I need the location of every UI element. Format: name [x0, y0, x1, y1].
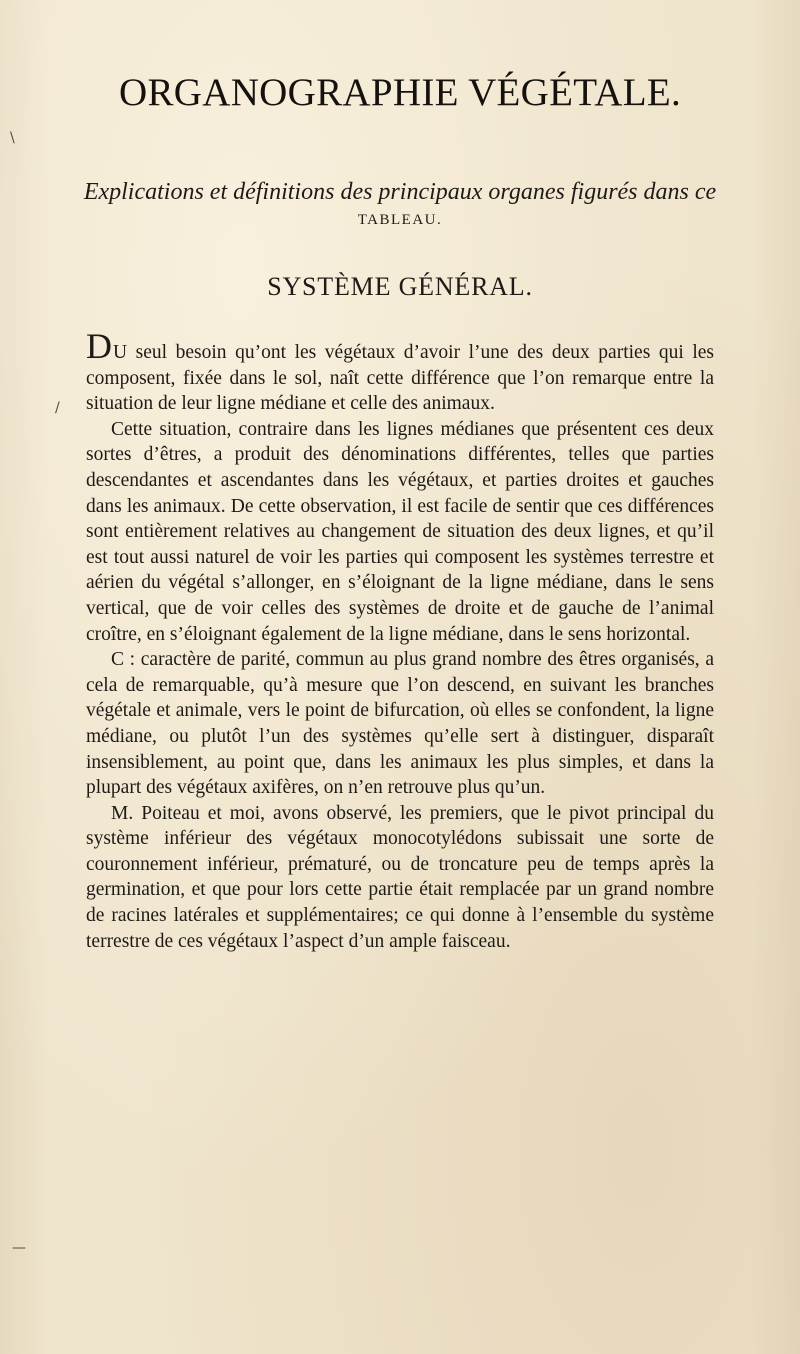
subtitle — [80, 180, 720, 233]
subtitle-text: Explications et définitions des principaux organes figurés dans ce — [83, 179, 717, 205]
margin-mark: / — [55, 400, 60, 416]
paragraph: Cette situation, contraire dans les lignes médianes que présentent ces deux sortes d’êtres, a produit des dénominations différentes, telles que parties descendantes et ascendantes dans les végétaux, et parties droites et gauches dans les animaux. De cette observation, il est facile de sentir que ces différences sont entièrement relatives au changement de situation des deux lignes, et qu’il est tout aussi naturel de voir les parties qui composent les systèmes terrestre et aérien du végétal s’allonger, en s’éloignant de la ligne médiane, dans le sens vertical, que de voir celles des systèmes de droite et de gauche de l’animal croître, en s’éloignant également de la ligne médiane, dans le sens horizontal. — [86, 418, 714, 645]
drop-cap: D — [86, 326, 112, 366]
margin-mark: \ — [10, 130, 15, 146]
paragraph-text: U seul besoin qu’ont les végétaux d’avoir l’une des deux parties qui les composent, fixée dans le sol, naît cette différence que l’on remarque entre la situation de leur ligne médiane et celle des animaux. — [86, 342, 714, 415]
paragraph: M. Poiteau et moi, avons observé, les premiers, que le pivot principal du système inférieur des végétaux monocotylédons subissait une sorte de couronnement inférieur, prématuré, ou de troncature peu de temps après la germination, et que pour lors cette partie était remplacée par un grand nombre de racines latérales et supplémentaires; ce qui donne à l’ensemble du système terrestre de ces végétaux l’aspect d’un ample faisceau. — [86, 802, 714, 952]
paragraph: C : caractère de parité, commun au plus grand nombre des êtres organisés, a cela de remarquable, qu’à mesure que l’on descend, en suivant les branches végétale et animale, vers le point de bifurcation, où elles se confondent, la ligne médiane, ou plutôt l’un des systèmes qu’elle sert à distinguer, disparaît insensiblement, au point que, dans les animaux les plus simples, et dans la plupart des végétaux axifères, on n’en retrouve plus qu’un. — [86, 649, 714, 799]
margin-mark: — — [12, 1240, 26, 1256]
paragraph — [86, 326, 714, 417]
section-title: SYSTÈME GÉNÉRAL. — [267, 272, 533, 301]
body-text — [86, 326, 714, 954]
page-title: ORGANOGRAPHIE VÉGÉTALE. — [118, 71, 682, 114]
subtitle-caps: TABLEAU. — [357, 212, 443, 228]
